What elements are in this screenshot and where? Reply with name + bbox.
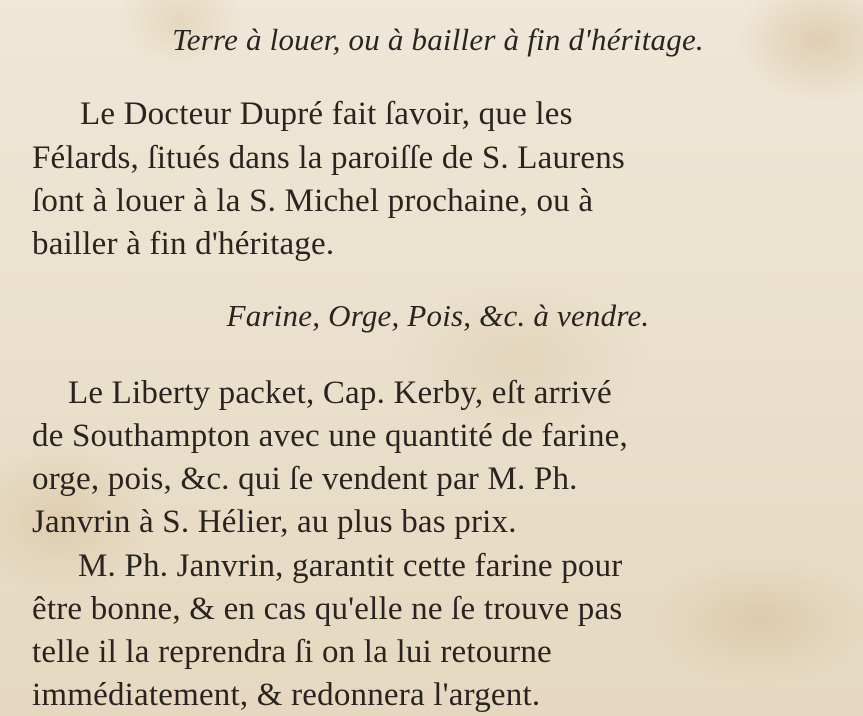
notice-text-line: être bonne, & en cas qu'elle ne ſe trouve pas	[32, 591, 623, 627]
notice-text-line: bailler à fin d'héritage.	[32, 226, 335, 262]
notice-text-line: Le Liberty packet, Cap. Kerby, eſt arrivé	[68, 375, 612, 411]
notice-text-line: orge, pois, &c. qui ſe vendent par M. Ph.	[32, 461, 578, 497]
notice-text-line: ſont à louer à la S. Michel prochaine, ou à	[32, 183, 594, 219]
notice-text-line: de Southampton avec une quantité de farine,	[32, 418, 628, 454]
notice-text-line: Janvrin à S. Hélier, au plus bas prix.	[32, 504, 517, 540]
notice-text-line: Félards, ſitués dans la paroiſſe de S. Laurens	[32, 140, 625, 176]
notice-text-line: telle il la reprendra ſi on la lui retourne	[32, 634, 552, 670]
notice-heading-sale: Farine, Orge, Pois, &c. à vendre.	[226, 298, 650, 333]
notice-text-line: M. Ph. Janvrin, garantit cette farine pour	[78, 548, 623, 584]
notice-heading-land: Terre à louer, ou à bailler à fin d'héritage.	[172, 22, 704, 57]
notice-text-line: Le Docteur Dupré fait ſavoir, que les	[80, 96, 573, 132]
notice-text-line: immédiatement, & redonnera l'argent.	[32, 677, 541, 713]
